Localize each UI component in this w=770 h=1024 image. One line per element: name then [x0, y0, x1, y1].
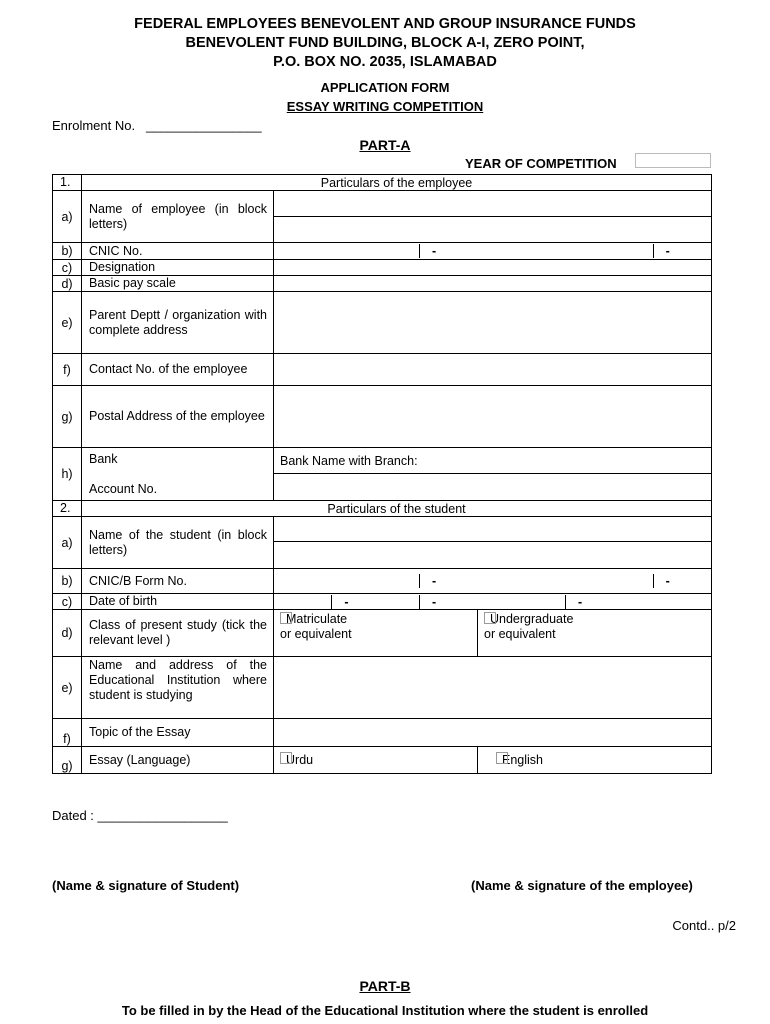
dob-dash: -	[419, 595, 448, 609]
section-1-num: 1.	[53, 175, 82, 191]
dob-boxes[interactable]	[274, 594, 712, 610]
topic-label: Topic of the Essay	[82, 719, 274, 747]
enrolment-blank: ________________	[145, 118, 262, 133]
row-num: f)	[53, 719, 82, 747]
cnic-dash: -	[419, 574, 448, 588]
checkbox-icon[interactable]	[280, 752, 292, 764]
employee-name-label: Name of employee (in block letters)	[82, 191, 274, 243]
institution-input[interactable]	[274, 657, 712, 719]
year-input-box[interactable]	[635, 153, 711, 168]
english-option[interactable]: English	[478, 747, 549, 773]
dob-label: Date of birth	[82, 594, 274, 610]
section-2-num: 2.	[53, 501, 82, 517]
class-study-label: Class of present study (tick the relevant level )	[82, 610, 274, 657]
class-study-options	[274, 610, 712, 657]
student-cnic-label: CNIC/B Form No.	[82, 569, 274, 594]
cnic-dash: -	[419, 244, 448, 258]
cnic-dash: -	[653, 244, 682, 258]
urdu-option[interactable]: Urdu	[274, 747, 478, 773]
bank-label-cell	[82, 448, 274, 501]
bank-name-input[interactable]	[274, 448, 712, 474]
row-num: a)	[53, 191, 82, 243]
employee-cnic-boxes[interactable]	[274, 243, 712, 260]
checkbox-icon[interactable]	[496, 752, 508, 764]
bank-label: Bank	[89, 452, 118, 466]
row-num: e)	[53, 292, 82, 354]
student-cnic-boxes[interactable]	[274, 569, 712, 594]
pay-scale-label: Basic pay scale	[82, 276, 274, 292]
dob-dash: -	[331, 595, 360, 609]
row-num: d)	[53, 276, 82, 292]
row-num: h)	[53, 448, 82, 501]
section-2-title: Particulars of the student	[82, 501, 712, 517]
enrolment-label: Enrolment No.	[52, 118, 136, 133]
employee-name-boxes-1[interactable]	[274, 191, 712, 217]
application-table	[52, 174, 712, 774]
year-label: YEAR OF COMPETITION	[465, 156, 617, 171]
row-num: g)	[53, 747, 82, 774]
institution-label: Name and address of the Educational Institution where student is studying	[82, 657, 274, 719]
dob-dash: -	[565, 595, 594, 609]
part-b-heading: PART-B	[359, 978, 411, 994]
account-label: Account No.	[89, 482, 158, 496]
student-signature: (Name & signature of Student)	[52, 878, 240, 893]
row-num: b)	[53, 243, 82, 260]
header-line-3: P.O. BOX NO. 2035, ISLAMABAD	[273, 54, 497, 70]
row-num: c)	[53, 260, 82, 276]
employee-name-boxes-2[interactable]	[274, 217, 712, 243]
row-num: a)	[53, 517, 82, 569]
row-num: c)	[53, 594, 82, 610]
student-name-boxes-2[interactable]	[274, 542, 712, 569]
part-a-heading: PART-A	[359, 137, 411, 153]
parent-dept-label: Parent Deptt / organization with complete address	[82, 292, 274, 354]
row-num: f)	[53, 354, 82, 386]
checkbox-icon[interactable]	[484, 612, 496, 624]
enrolment-field[interactable]	[52, 118, 262, 133]
row-num: d)	[53, 610, 82, 657]
checkbox-icon[interactable]	[280, 612, 292, 624]
continued-note: Contd.. p/2	[672, 918, 736, 933]
dated-blank: __________________	[97, 808, 228, 823]
matriculate-option[interactable]: Matriculate or equivalent	[274, 610, 478, 656]
undergraduate-option[interactable]: Undergraduate or equivalent	[484, 612, 574, 641]
pay-scale-input[interactable]	[274, 276, 712, 292]
account-number-boxes[interactable]	[274, 474, 712, 501]
cnic-dash: -	[653, 574, 682, 588]
section-1-title: Particulars of the employee	[82, 175, 712, 191]
row-num: g)	[53, 386, 82, 448]
student-name-label: Name of the student (in block letters)	[82, 517, 274, 569]
form-title: ESSAY WRITING COMPETITION	[286, 99, 484, 114]
parent-dept-input[interactable]	[274, 292, 712, 354]
designation-input[interactable]	[274, 260, 712, 276]
header-line-1: FEDERAL EMPLOYEES BENEVOLENT AND GROUP INSURANCE FUNDS	[134, 16, 636, 32]
postal-address-input[interactable]	[274, 386, 712, 448]
student-name-boxes-1[interactable]	[274, 517, 712, 542]
employee-signature: (Name & signature of the employee)	[471, 878, 693, 893]
topic-input[interactable]	[274, 719, 712, 747]
contact-label: Contact No. of the employee	[82, 354, 274, 386]
part-b-note: To be filled in by the Head of the Educational Institution where the student is enrolled	[121, 1003, 649, 1018]
designation-label: Designation	[82, 260, 274, 276]
row-num: e)	[53, 657, 82, 719]
form-type: APPLICATION FORM	[320, 80, 450, 95]
dated-field[interactable]	[52, 808, 228, 823]
contact-input[interactable]	[274, 354, 712, 386]
postal-address-label: Postal Address of the employee	[82, 386, 274, 448]
employee-cnic-label: CNIC No.	[82, 243, 274, 260]
header-line-2: BENEVOLENT FUND BUILDING, BLOCK A-I, ZERO POINT,	[185, 35, 585, 51]
row-num: b)	[53, 569, 82, 594]
bank-name-label: Bank Name with Branch:	[280, 453, 418, 468]
language-options	[274, 747, 712, 774]
dated-label: Dated :	[52, 808, 94, 823]
language-label: Essay (Language)	[82, 747, 274, 774]
